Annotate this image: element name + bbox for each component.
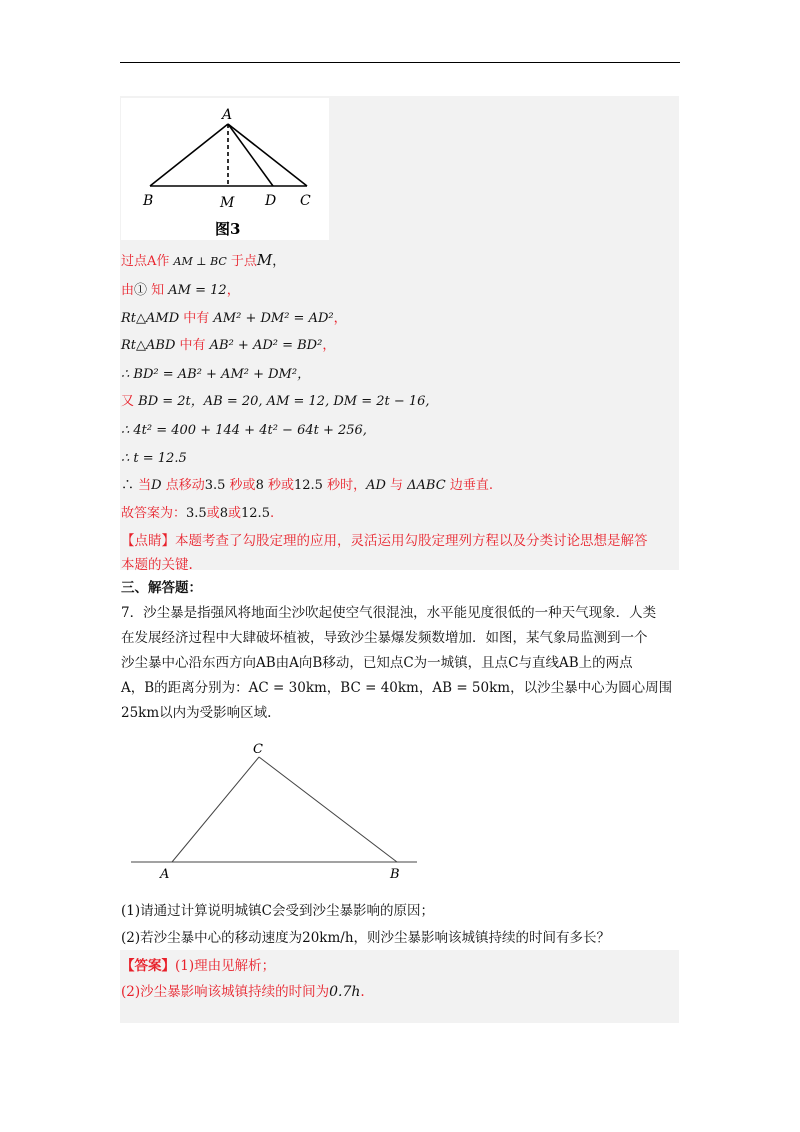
- solution-line-5: ∴ BD² = AB² + AM² + DM²，: [121, 367, 311, 382]
- solution-line-6: 又 BD = 2t，AB = 20, AM = 12, DM = 2t − 16,: [121, 394, 430, 409]
- comment-line-2: 本题的关键.: [121, 557, 193, 573]
- problem-7-line-5: 25km以内为受影响区域.: [121, 705, 272, 721]
- section-title: 三、解答题：: [121, 580, 202, 596]
- solution-line-2: 由① 知 AM = 12，: [121, 283, 240, 298]
- label-d: D: [265, 193, 277, 209]
- final-answer-line: 故答案为：3.5或8或12.5.: [121, 506, 275, 521]
- segment-ab: [150, 124, 228, 186]
- problem-7-line-1: 7．沙尘暴是指强风将地面尘沙吹起使空气很混浊，水平能见度很低的一种天气现象．人类: [121, 605, 657, 621]
- header-rule: [120, 62, 680, 63]
- fig7-label-a: A: [160, 867, 170, 882]
- problem-7-line-3: 沙尘暴中心沿东西方向AB由A向B移动，已知点C为一城镇，且点C与直线AB上的两点: [121, 655, 633, 671]
- solution-line-8: ∴ t = 12.5: [121, 451, 187, 466]
- question-1: (1)请通过计算说明城镇C会受到沙尘暴影响的原因；: [121, 903, 434, 919]
- figure-3: [121, 98, 329, 240]
- solution-line-1: 过点A作 AM ⊥ BC 于点M，: [121, 251, 286, 269]
- solution-line-3: Rt△AMD 中有 AM² + DM² = AD²，: [121, 311, 347, 326]
- answer-line-2: (2)沙尘暴影响该城镇持续的时间为0.7h.: [121, 984, 365, 1000]
- segment-ca: [172, 757, 259, 862]
- solution-line-9: ∴ 当D 点移动3.5 秒或8 秒或12.5 秒时，AD 与 ΔABC 边垂直.: [121, 478, 493, 493]
- problem-7-line-4: A，B的距离分别为：AC = 30km，BC = 40km，AB = 50km，以沙尘暴中心为圆心周围: [121, 680, 673, 696]
- fig7-label-b: B: [390, 867, 400, 882]
- problem-7-line-2: 在发展经济过程中大肆破坏植被，导致沙尘暴爆发频数增加．如图，某气象局监测到一个: [121, 630, 648, 646]
- comment-line-1: 【点睛】本题考查了勾股定理的应用，灵活运用勾股定理列方程以及分类讨论思想是解答: [121, 533, 648, 549]
- segment-ac: [228, 124, 307, 186]
- label-a: A: [222, 107, 233, 123]
- solution-line-7: ∴ 4t² = 400 + 144 + 4t² − 64t + 256,: [121, 423, 367, 438]
- label-m: M: [220, 195, 235, 211]
- answer-line-1: 【答案】(1)理由见解析；: [121, 958, 276, 974]
- label-b: B: [143, 193, 154, 209]
- figure-3-svg: [121, 98, 329, 240]
- problem-7-figure: [120, 735, 430, 885]
- label-c: C: [300, 193, 311, 209]
- solution-line-4: Rt△ABD 中有 AB² + AD² = BD²，: [121, 338, 336, 353]
- segment-cb: [259, 757, 397, 862]
- fig7-label-c: C: [253, 742, 263, 757]
- figure-3-caption: 图3: [215, 220, 241, 238]
- question-2: (2)若沙尘暴中心的移动速度为20km/h，则沙尘暴影响该城镇持续的时间有多长？: [121, 930, 611, 946]
